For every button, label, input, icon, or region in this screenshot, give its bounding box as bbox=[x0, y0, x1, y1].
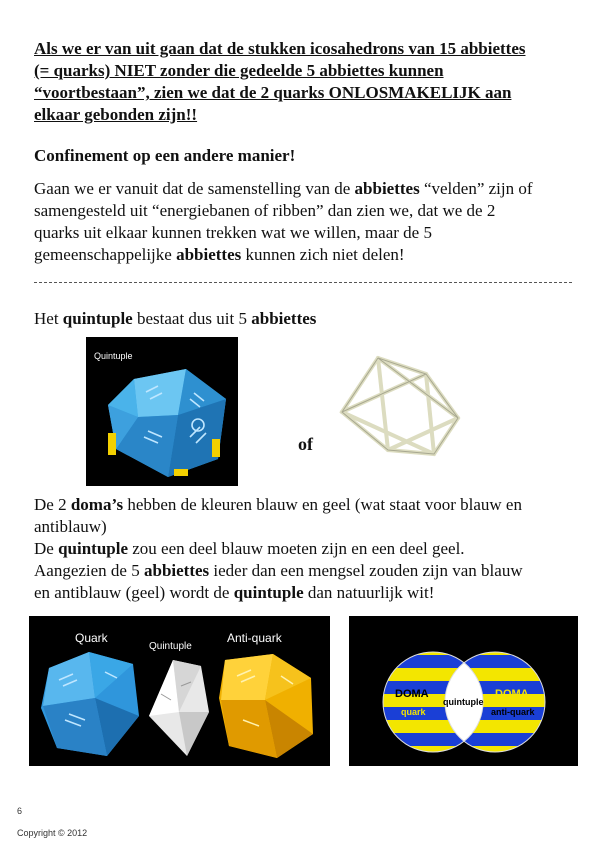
text: en antiblauw (geel) wordt de bbox=[34, 583, 234, 602]
text: kunnen zich niet delen! bbox=[241, 245, 405, 264]
para1-line-4 bbox=[34, 244, 579, 266]
doma-venn-diagram bbox=[349, 616, 578, 766]
dashed-divider bbox=[34, 282, 572, 283]
text: zou een deel blauw moeten zijn en een deel geel. bbox=[128, 539, 465, 558]
heading-line-4: elkaar gebonden zijn!! bbox=[34, 105, 198, 124]
doma-right-label: DOMA bbox=[495, 688, 529, 700]
para3-line-2: antiblauw) bbox=[34, 517, 107, 536]
bold-term: doma’s bbox=[70, 495, 124, 514]
anti-quark-label: Anti-quark bbox=[227, 631, 282, 645]
paragraph-3 bbox=[34, 494, 579, 604]
connector-of: of bbox=[298, 434, 313, 454]
subheading: Confinement op een andere manier! bbox=[34, 146, 296, 165]
bold-term: abbiettes bbox=[354, 179, 420, 198]
venn-stripes-icon bbox=[349, 616, 578, 766]
text: De 2 bbox=[34, 495, 71, 514]
quintuple-venn-label: quintuple bbox=[443, 697, 484, 707]
text: Aangezien de 5 bbox=[34, 561, 144, 580]
wireframe-icosahedron-icon bbox=[330, 350, 470, 465]
bold-term: quintuple bbox=[233, 583, 304, 602]
page-number: 6 bbox=[17, 806, 23, 816]
text: Gaan we er vanuit dat de samenstelling van de bbox=[34, 179, 355, 198]
paragraph-2 bbox=[34, 308, 579, 330]
anti-quark-venn-label: anti-quark bbox=[491, 707, 535, 717]
para3-line-5 bbox=[34, 582, 579, 604]
quintuple-label: Quintuple bbox=[149, 641, 192, 652]
heading-line-1: Als we er van uit gaan dat de stukken icosahedrons van 15 abbiettes bbox=[34, 39, 526, 58]
text: De bbox=[34, 539, 59, 558]
bold-term: abbiettes bbox=[251, 309, 317, 328]
heading-line-2: (= quarks) NIET zonder die gedeelde 5 abbiettes kunnen bbox=[34, 61, 444, 80]
quark-label: Quark bbox=[75, 631, 108, 645]
text: dan natuurlijk wit! bbox=[303, 583, 435, 602]
bold-term: abbiettes bbox=[143, 561, 210, 580]
text: hebben de kleuren blauw en geel (wat staat voor blauw en bbox=[123, 495, 522, 514]
para1-line-2: samengesteld uit “energiebanen of ribben” dan zien we, dat we de 2 bbox=[34, 201, 496, 220]
blue-polyhedron-icon bbox=[86, 337, 238, 486]
para3-line-3 bbox=[34, 538, 579, 560]
bold-term: quintuple bbox=[58, 539, 129, 558]
para3-line-4 bbox=[34, 560, 579, 582]
bold-term: quintuple bbox=[62, 309, 133, 328]
text: gemeenschappelijke bbox=[34, 245, 177, 264]
quintuple-photo-label: Quintuple bbox=[94, 351, 133, 361]
quark-quintuple-photo bbox=[29, 616, 330, 766]
copyright: Copyright © 2012 bbox=[17, 828, 88, 838]
three-polyhedra-icon bbox=[29, 616, 330, 766]
bold-term: abbiettes bbox=[176, 245, 242, 264]
text: bestaat dus uit 5 bbox=[132, 309, 252, 328]
para1-line-3: quarks uit elkaar kunnen trekken wat we willen, maar de 5 bbox=[34, 223, 432, 242]
para1-line-1 bbox=[34, 178, 579, 200]
text: ieder dan een mengsel zouden zijn van blauw bbox=[209, 561, 523, 580]
quark-venn-label: quark bbox=[401, 707, 426, 717]
heading-line-3: “voortbestaan”, zien we dat de 2 quarks ONLOSMAKELIJK aan bbox=[34, 83, 512, 102]
paragraph-1 bbox=[34, 178, 579, 266]
text: “velden” zijn of bbox=[419, 179, 533, 198]
doma-left-label: DOMA bbox=[395, 688, 429, 700]
para3-line-1 bbox=[34, 494, 579, 516]
heading bbox=[34, 38, 574, 126]
text: Het bbox=[34, 309, 63, 328]
quintuple-photo bbox=[86, 337, 238, 486]
